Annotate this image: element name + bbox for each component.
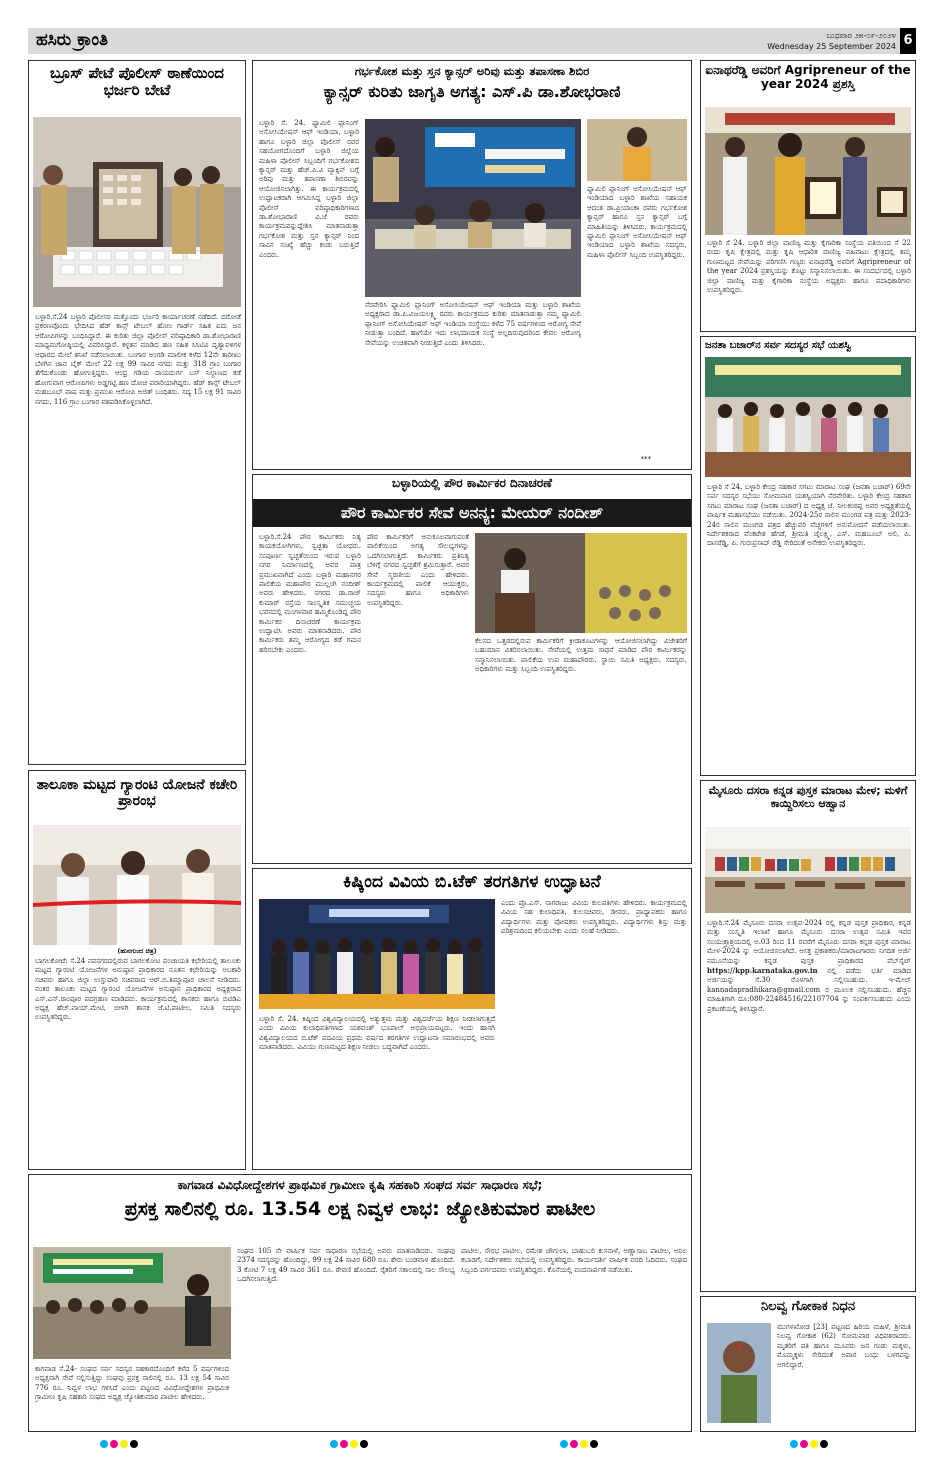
dasara-body-text: ಬಳ್ಳಾರಿ.ಸೆ.24 ಮೈಸೂರು ದಸರಾ ಉತ್ಸವ-2024 ರಲ್ಲಿ ಕನ್ನಡ ಪುಸ್ತಕ ಪ್ರಾಧಿಕಾರ, ಕನ್ನಡ ಮತ್ತು ಸಂಸ್ಕೃತಿ ಇಲಾಖೆ ಹಾಗೂ ಮೈಸೂರು ದಸರಾ ಉತ್ಸವ ಸಮಿತಿ ಇವರ ಸಂಯುಕ್ತಾಶ್ರಯದಲ್ಲಿ ಅ.03 ರಿಂದ 11 ರವರೆಗೆ ಮೈಸೂರು ದಸರಾ ಕನ್ನಡ ಪುಸ್ತಕ ಮಾರಾಟ ಮೇಳ-2024 ನ್ನು ಆಯೋಜಿಸಲಾಗಿದೆ. ಆಸಕ್ತ ಪ್ರಕಾಶಕರು/ಮಾರಾಟಗಾರರು ನಿಗದಿತ ಅರ್ಜಿ ನಮೂನೆಯನ್ನು ಕನ್ನಡ ಪುಸ್ತಕ ಪ್ರಾಧಿಕಾರದ ವೆಬ್‌ಸೈಟ್ — [707, 919, 911, 965]
obituary-body: ಮುಗಳಖೋಡ [23] ಪಟ್ಟಣದ ಹಿರಿಯ ಮಹಿಳೆ, ಶ್ರೀಮತಿ ನಿಲವ್ವ ಗೋಕಾಕ (62) ಸೋಮವಾರ ವಿಧಿವಶರಾದರು. ಮೃತರಿಗೆ ಪತಿ ಹಾಗೂ ಮೂವರು ಜನ ಗಂಡು ಮಕ್ಕಳು, ಮೊಮ್ಮಕ್ಕಳು ಸೇರಿದಂತೆ ಅಪಾರ ಬಂಧು ಬಳಗವನ್ನು ಅಗಲಿದ್ದಾರೆ. — [777, 1323, 911, 1369]
kishkinda-photo — [259, 899, 495, 1009]
university-event-illustration — [259, 899, 495, 1009]
guarantee-caption: (ಹುನಗುಂದ ಚಿತ್ರ) — [117, 947, 157, 955]
police-headline: ಬ್ರೂಸ್ ಪೇಟೆ ಪೊಲೀಸ್ ಠಾಣೆಯಿಂದ ಭರ್ಜರಿ ಬೇಟೆ — [50, 64, 224, 100]
kagawad-photo — [33, 1247, 231, 1359]
reg-dot-cyan — [100, 1440, 108, 1448]
meeting-stage-illustration — [705, 357, 911, 477]
pourakarmika-body-col1: ಬಳ್ಳಾರಿ.ಸೆ.24 ಪೌರ ಕಾರ್ಮಿಕರು ನಿತ್ಯ ಕಾಯಕಯೋಗಿಗಳು, ಸ್ವಚ್ಛತಾ ಯೋಧರು. ಸಂಪೂರ್ಣ ಸ್ವಚ್ಛತೆಯಿಂದ ಇರುವ ಬಳ್ಳಾರಿ ನಗರ ನಿರ್ಮಾಣದಲ್ಲಿ ಅವರ ಪಾತ್ರ ಪ್ರಮುಖವಾಗಿದೆ ಎಂದು ಬಳ್ಳಾರಿ ಮಹಾನಗರ ಪಾಲಿಕೆಯ ಮಹಾಪೌರ ಮುಲ್ಲಂಗಿ ನಂದೀಶ್ ಅವರು ಹೇಳಿದರು. ನಗರದ ಡಾ.ರಾಜ್ ಕುಮಾರ್ ರಸ್ತೆಯ ಸಾಂಸ್ಕೃತಿಕ ಸಮುಚ್ಚಯ ಭವನದಲ್ಲಿ ಮಂಗಳವಾರ ಹಮ್ಮಿಕೊಂಡಿದ್ದ ಪೌರ ಕಾರ್ಮಿಕರ ದಿನಾಚರಣೆ ಕಾರ್ಯಕ್ರಮ ಉದ್ಘಾಟಿಸಿ ಅವರು ಮಾತನಾಡಿದರು. ಪೌರ ಕಾರ್ಮಿಕರು ತಮ್ಮ ಆರೋಗ್ಯದ ಕಡೆ ಗಮನ ಹರಿಸಬೇಕು ಎಂದರು. — [259, 533, 361, 654]
pourakarmika-body-col3: ಕೆಲಸದ ಒತ್ತಡದಲ್ಲಿರುವ ಕಾರ್ಮಿಕರಿಗೆ ಕ್ರೀಡಾಕೂಟಗಳನ್ನು ಆಯೋಜಿಸಲಾಗಿದ್ದು ವಿಜೇತರಿಗೆ ಬಹುಮಾನ ವಿತರಿಸಲಾಯಿತು. ಸೇವೆಯಲ್ಲಿ ಉತ್ತಮ ಸಾಧನೆ ಮಾಡಿದ ಪೌರ ಕಾರ್ಮಿಕರನ್ನು ಸನ್ಮಾನಿಸಲಾಯಿತು. ಪಾಲಿಕೆಯ ಉಪ ಮಹಾಪೌರರು, ಸ್ಥಾಯಿ ಸಮಿತಿ ಅಧ್ಯಕ್ಷರು, ಸದಸ್ಯರು, ಅಧಿಕಾರಿಗಳು ಮತ್ತು ಸಿಬ್ಬಂದಿ ಉಪಸ್ಥಿತರಿದ್ದರು. — [475, 637, 687, 674]
article-kishkinda — [252, 868, 692, 1170]
reg-dot-black — [360, 1440, 368, 1448]
article-janata — [700, 336, 916, 776]
dasara-headline: ಮೈಸೂರು ದಸರಾ ಕನ್ನಡ ಪುಸ್ತಕ ಮಾರಾಟ ಮೇಳ; ಮಳಿಗೆ ಕಾಯ್ದಿರಿಸಲು ಆಹ್ವಾನ — [708, 784, 908, 810]
kagawad-body-col1: ಕಾಗವಾಡ ಸೆ.24- ಸಂಘದ ಸರ್ವ ಸದಸ್ಯರ ಸಹಕಾರದೊಂದಿಗೆ ಕಳೆದ 5 ವರ್ಷಗಳಿಂದ ಅಧ್ಯಕ್ಷನಾಗಿ ಸೇವೆ ಸಲ್ಲಿಸುತ್ತಿದ್ದು ಸಂಘವು ಪ್ರಸಕ್ತ ಸಾಲಿನಲ್ಲಿ ರೂ. 13 ಲಕ್ಷ 54 ಸಾವಿರ 776 ರೂ. ನಿವ್ವಳ ಲಾಭ ಗಳಿಸಿದೆ ಎಂದು ಪಟ್ಟಣದ ವಿವಿಧೋದ್ದೇಶಗಳ ಪ್ರಾಥಮಿಕ ಗ್ರಾಮೀಣ ಕೃಷಿ ಸಹಕಾರಿ ಸಂಘದ ಅಧ್ಯಕ್ಷ ಜ್ಯೋತಿಕುಮಾರ ಪಾಟೀಲ ಹೇಳಿದರು. — [35, 1365, 229, 1402]
cancer-body-col2: ನೆರವೇರಿಸಿ ಫ್ಯಾಮಿಲಿ ಪ್ಲಾನಿಂಗ್ ಅಸೋಸಿಯೇಷನ್ ಆಫ್ ಇಂಡಿಯಾ ಮತ್ತು ಬಳ್ಳಾರಿ ಶಾಖೆಯ ಅಧ್ಯಕ್ಷರಾದ ಡಾ.ಪಿ.ವಿಜಯಲಕ್ಷ್ಮಿ ರವರು ಕಾರ್ಯಕ್ರಮದ ಕುರಿತು ಮಾತನಾಡುತ್ತಾ ನಮ್ಮ ಫ್ಯಾಮಿಲಿ ಪ್ಲಾನಿಂಗ್ ಅಸೋಸಿಯೇಷನ್ ಆಫ್ ಇಂಡಿಯಾ ಸಂಸ್ಥೆಯು ಕಳೆದ 75 ವರ್ಷಗಳಿಂದ ಆರೋಗ್ಯ ಸೇವೆ ನೀಡುತ್ತಾ ಬಂದಿದೆ. ಹಾಗೆಯೇ ಇದು ಲಾಭದಾಯಕ ಸಂಸ್ಥೆ ಅಲ್ಲದಿರುವುದರಿಂದ ಕೇವಲ ಆರೋಗ್ಯ ಸೇವೆಯನ್ನು ಉಚಿತವಾಗಿ ನೀಡುತ್ತಿದೆ ಎಂದು ತಿಳಿಸಿದರು. — [365, 301, 581, 347]
reg-dot-yellow — [580, 1440, 588, 1448]
pourakarmika-photo — [475, 533, 687, 633]
janata-photo — [705, 357, 911, 477]
reg-dot-black — [590, 1440, 598, 1448]
reg-dot-yellow — [120, 1440, 128, 1448]
cancer-photo — [365, 119, 581, 297]
issue-date-english: Wednesday 25 September 2024 — [767, 42, 896, 51]
kagawad-body-col2: ಸಂಘದ 105 ನೇ ವಾರ್ಷಿಕ ಸರ್ವ ಸಾಧಾರಣ ಸಭೆಯಲ್ಲಿ ಅವರು ಮಾತನಾಡಿದರು. ಸಂಘವು 2374 ಸದಸ್ಯರನ್ನು ಹೊಂದಿದ್ದು, 99 ಲಕ್ಷ 24 ಸಾವಿರ 680 ರೂ. ಶೇರು ಬಂಡವಾಳ ಹೊಂದಿದೆ. 3 ಕೋಟಿ 7 ಲಕ್ಷ 49 ಸಾವಿರ 361 ರೂ. ಠೇವಣಿ ಹೊಂದಿದೆ. ರೈತರಿಗೆ ಸಕಾಲದಲ್ಲಿ ಸಾಲ ಸೌಲಭ್ಯ ಒದಗಿಸಲಾಗುತ್ತಿದೆ. — [237, 1247, 455, 1284]
cancer-body-col1: ಬಳ್ಳಾರಿ ಸೆ. 24. ಫ್ಯಾಮಿಲಿ ಪ್ಲಾನಿಂಗ್ ಅಸೋಸಿಯೇಷನ್ ಆಫ್ ಇಂಡಿಯಾ, ಬಳ್ಳಾರಿ ಹಾಗೂ ಬಳ್ಳಾರಿ ಜಿಲ್ಲಾ ಪೊಲೀಸ್ ರವರ ಸಹಯೋಗದೊಂದಿಗೆ ಬಳ್ಳಾರಿ ಜಿಲ್ಲೆಯ ಮಹಿಳಾ ಪೊಲೀಸ್ ಸಿಬ್ಬಂದಿಗೆ ಗರ್ಭಕೋಶದ ಕ್ಯಾನ್ಸರ್ ಮತ್ತು ಹೆಚ್.ಪಿ.ವಿ ವ್ಯಾಕ್ಸಿನ್ ಬಗ್ಗೆ ಅರಿವು ಮತ್ತು ತಪಾಸಣಾ ಶಿಬಿರವನ್ನು ಆಯೋಜಿಸಲಾಗಿತ್ತು. ಈ ಕಾರ್ಯಕ್ರಮದಲ್ಲಿ ಉದ್ಘಾಟಕರಾಗಿ ಆಗಮಿಸಿದ್ದ ಬಳ್ಳಾರಿ ಜಿಲ್ಲಾ ಪೊಲೀಸ್ ವರಿಷ್ಠಾಧಿಕಾರಿಗಳಾದ ಡಾ.ಶೋಭಾರಾಣಿ ವಿ.ಜೆ ರವರು ಕಾರ್ಯಕ್ರಮವನ್ನುದ್ದೇಶಿಸಿ ಮಾತನಾಡುತ್ತಾ ಗರ್ಭಕೋಶ ಮತ್ತು ಸ್ತನ ಕ್ಯಾನ್ಸರ್ ನಿಂದ ಸಾವಿನ ಸಂಖ್ಯೆ ಹೆಚ್ಚು ಕಂಡು ಬರುತ್ತಿದೆ ಎಂದರು. — [259, 119, 359, 259]
pourakarmika-kicker: ಬಳ್ಳಾರಿಯಲ್ಲಿ ಪೌರ ಕಾರ್ಮಿಕರ ದಿನಾಚರಣೆ — [392, 476, 552, 490]
cancer-photo-2 — [587, 119, 687, 181]
pourakarmika-body-col2: ಪೌರ ಕಾರ್ಮಿಕರಿಗೆ ಅನುಕೂಲವಾಗುವಂತೆ ಪಾಲಿಕೆಯಿಂದ ಅಗತ್ಯ ಸೌಲಭ್ಯಗಳನ್ನು ಒದಗಿಸಲಾಗುತ್ತಿದೆ. ಕಾರ್ಮಿಕರು ಪ್ರತಿನಿತ್ಯ ಬೆಳಿಗ್ಗೆ ನಗರದ ಸ್ವಚ್ಛತೆಗೆ ಶ್ರಮಿಸುತ್ತಾರೆ. ಅವರ ಸೇವೆ ಸ್ಮರಣೀಯ ಎಂದು ಹೇಳಿದರು. ಕಾರ್ಯಕ್ರಮದಲ್ಲಿ ಪಾಲಿಕೆ ಆಯುಕ್ತರು, ಸದಸ್ಯರು ಹಾಗೂ ಅಧಿಕಾರಿಗಳು ಉಪಸ್ಥಿತರಿದ್ದರು. — [367, 533, 469, 607]
award-ceremony-illustration — [705, 107, 911, 235]
kishkinda-headline: ಕಿಷ್ಕಿಂದ ವಿವಿಯ ಬಿ.ಟೆಕ್ ತರಗತಿಗಳ ಉದ್ಘಾಟನೆ — [343, 872, 601, 892]
article-dasara — [700, 780, 916, 1292]
dasara-website-link[interactable]: https://kpp.karnataka.gov.in — [707, 966, 818, 976]
reg-dot-magenta — [800, 1440, 808, 1448]
agripreneur-photo — [705, 107, 911, 235]
reg-dot-cyan — [330, 1440, 338, 1448]
obituary-headline: ನಿಲವ್ವ ಗೋಕಾಕ ನಿಧನ — [760, 1299, 856, 1314]
ribbon-cutting-illustration — [33, 825, 241, 945]
police-body: ಬಳ್ಳಾರಿ.ಸೆ.24 ಬಳ್ಳಾರಿ ಪೊಲೀಸರ ಮತ್ತೊಂದು ಭರ್ಜರಿ ಕಾರ್ಯಾಚರಣೆ ನಡೆದಿದೆ. ದರೋಡೆ ಪ್ರಕರಣವೊಂದು ಭೇದಿಸಿದ ಹೆಡ್ ಕಾನ್ಸ್ ಟೇಬಲ್ ಹೋಂ ಗಾರ್ಡ್ ಸಹಿತ ಐದು ಜನ ಆರೋಪಿಗಳನ್ನು ಬಂಧಿಸಿದ್ದಾರೆ. ಈ ಕುರಿತು ಜಿಲ್ಲಾ ಪೊಲೀಸ್ ವರಿಷ್ಠಾಧಿಕಾರಿ ಡಾ.ಶೋಭಾರಾಣಿ ಮಾಧ್ಯಮಗೋಷ್ಠಿಯಲ್ಲಿ ವಿವರಿಸಿದ್ದಾರೆ. ಕಳ್ಳತನ ಮಾಡಿದ ಹಣ ಸಹಿತ ಸಿಸಿಟಿವಿ ದೃಶ್ಯಾವಳಿಗಳ ಆಧಾರದ ಮೇಲೆ ತನಿಖೆ ನಡೆಸಲಾಯಿತು. ಬಂಗಾರ ಅಂಗಡಿ ಮಾಲೀಕ ಕಳೆದ 12ನೇ ತಾರೀಖು ಬೆಳಗಿನ ಜಾವ ಬೈಕ್ ಮೇಲೆ 22 ಲಕ್ಷ 99 ಸಾವಿರ ನಗದು ಮತ್ತು 318 ಗ್ರಾಂ ಬಂಗಾರ ತೆಗೆದುಕೊಂಡು ಹೋಗುತ್ತಿದ್ದರು. ಆಂಧ್ರ ಗಡಿಯ ರಾಯದುರ್ಗ ಬಸ್ ನಿಲ್ದಾಣದ ಕಡೆ ಹೋಗುವಾಗ ಆರೋಪಿಗಳು ಅಡ್ಡಗಟ್ಟಿ ಹಣ ದೋಚಿ ಪರಾರಿಯಾಗಿದ್ದರು. ಹೆಡ್ ಕಾನ್ಸ್ ಟೇಬಲ್ ಮಹಬೂಬ್ ಪಾಷ ಮತ್ತು ಪ್ರಮುಖ ಆರೋಪಿ ಅಜಿತ್ ಬಂಧಿತರು. ಸದ್ಯ 15 ಲಕ್ಷ 91 ಸಾವಿರ ನಗದು, 116 ಗ್ರಾಂ ಬಂಗಾರ ವಶಪಡಿಸಿಕೊಳ್ಳಲಾಗಿದೆ. — [35, 313, 241, 406]
guarantee-photo — [33, 825, 241, 945]
agripreneur-headline: ಐನಾಥರೆಡ್ಡಿ ಅವರಿಗೆ Agripreneur of the year 2024 ಪ್ರಶಸ್ತಿ — [705, 63, 911, 91]
reg-dot-yellow — [350, 1440, 358, 1448]
kagawad-kicker: ಕಾಗವಾಡ ವಿವಿಧೋದ್ದೇಶಗಳ ಪ್ರಾಥಮಿಕ ಗ್ರಾಮೀಣ ಕೃಷಿ ಸಹಕಾರಿ ಸಂಘದ ಸರ್ವ ಸಾಧಾರಣ ಸಭೆ; — [177, 1178, 543, 1192]
issue-date — [767, 30, 896, 52]
newspaper-title: ಹಸಿರು ಕ್ರಾಂತಿ — [36, 30, 109, 50]
guarantee-headline: ತಾಲೂಕಾ ಮಟ್ಟದ ಗ್ಯಾರಂಟಿ ಯೋಜನೆ ಕಚೇರಿ ಪ್ರಾರಂಭ — [36, 777, 238, 810]
reg-dot-yellow — [810, 1440, 818, 1448]
portrait-illustration — [707, 1323, 771, 1423]
kishkinda-body-col2: ಎಂದು ಪ್ರೊ.ಎಸ್. ನಾಗರಾಜು ವಿವಿಯ ಕುಲಪತಿಗಳು ಹೇಳಿದರು. ಕಾರ್ಯಕ್ರಮದಲ್ಲಿ ವಿವಿಯ ಸಹ ಕುಲಾಧಿಪತಿ, ಕುಲಸಚಿವರು, ಡೀನರು, ಪ್ರಾಧ್ಯಾಪಕರು ಹಾಗೂ ವಿದ್ಯಾರ್ಥಿಗಳು ಮತ್ತು ಪೋಷಕರು ಉಪಸ್ಥಿತರಿದ್ದರು. ವಿದ್ಯಾರ್ಥಿಗಳು ಶಿಸ್ತು ಮತ್ತು ಪರಿಶ್ರಮದಿಂದ ಕಲಿಯಬೇಕು ಎಂದು ಸಲಹೆ ನೀಡಿದರು. — [501, 899, 687, 936]
kishkinda-body-col1: ಬಳ್ಳಾರಿ ಸೆ. 24. ಕಿಷ್ಕಿಂದ ವಿಶ್ವವಿದ್ಯಾಲಯದಲ್ಲಿ ಅತ್ಯುತ್ತಮ ಮತ್ತು ವಿಶ್ವದರ್ಜೆಯ ಶಿಕ್ಷಣ ನೀಡಲಾಗುತ್ತದೆ ಎಂದು ವಿವಿಯ ಕುಲಾಧಿಪತಿಗಳಾದ ಯಶವಂತ್ ಭೂಪಾಲ್ ಅಭಿಪ್ರಾಯಪಟ್ಟರು. ಇಂದು ಹಾಸಗಿ ವಿಶ್ವವಿದ್ಯಾಲಯದ ಬಿ.ಟೆಕ್ ಪದವಿಯ ಪ್ರಥಮ ವರ್ಷದ ತರಗತಿಗಳ ಉದ್ಘಾಟನಾ ಸಮಾರಂಭದಲ್ಲಿ ಅವರು ಮಾತನಾಡಿದರು. ವಿವಿಯು ಗುಣಮಟ್ಟದ ಶಿಕ್ಷಣ ನೀಡಲು ಬದ್ಧವಾಗಿದೆ ಎಂದರು. — [259, 1015, 495, 1052]
reg-dot-black — [820, 1440, 828, 1448]
janata-body: ಬಳ್ಳಾರಿ ಸೆ 24. ಬಳ್ಳಾರಿ ಕೇಂದ್ರ ಸಹಕಾರ ಸಗಟು ಮಾರಾಟ ಸಂಘ (ಜನತಾ ಬಜಾರ್) 69ನೇ ಸರ್ವ ಸದಸ್ಯರ ಸಭೆಯು ಸೋಮವಾರ ಯಶಸ್ವಿಯಾಗಿ ನೆರವೇರಿತು. ಬಳ್ಳಾರಿ ಕೇಂದ್ರ ಸಹಕಾರ ಸಗಟು ಮಾರಾಟ ಸಂಘ (ಜನತಾ ಬಜಾರ್) ದ ಅಧ್ಯಕ್ಷ ಜೆ. ನೀಲಕಂಠಪ್ಪ ಅವರ ಅಧ್ಯಕ್ಷತೆಯಲ್ಲಿ ವಾರ್ಷಿಕ ಮಹಾಸಭೆಯು ನಡೆಯಿತು. 2024-25ರ ಸಾಲಿನ ಮುಂಗಡ ಪತ್ರ ಮತ್ತು 2023-24ರ ಸಾಲಿನ ಮುಂಗಡ ಪತ್ರದ ಹೆಚ್ಚುವರಿ ವೆಚ್ಚಗಳಿಗೆ ಅನುಮೋದನೆ ಪಡೆಯಲಾಯಿತು. ನಿರ್ದೇಶಕರಾದ ವೆಂಕಟೇಶ ಹೆಗಡೆ, ಶ್ರೀಮತಿ ಜೈಲಕ್ಷ್ಮಿ, ಎಸ್. ಮಹಬೂಬ್ ಅಲಿ, ಪಿ. ದಾಸರೆಡ್ಡಿ, ಪಿ. ಗುರುಪ್ರಸಾದ್ ರೆಡ್ಡಿ ಸೇರಿದಂತೆ ಅನೇಕರು ಉಪಸ್ಥಿತರಿದ್ದರು. — [707, 483, 911, 548]
issue-date-kannada: ಬುಧವಾರ ೨೫-೦೯-೨೦೨೪ — [826, 31, 896, 40]
article-obituary — [700, 1296, 916, 1432]
dasara-body-tail: ನಲ್ಲಿ ಪಡೆದು ಭರ್ತಿ ಮಾಡಿದ ಅರ್ಜಿಯನ್ನು ಸೆ.30 ರೊಳಗಾಗಿ ಸಲ್ಲಿಸಬಹುದು. ಇ-ಮೇಲ್ kannadapradhikara@gmail.com ರ ಮೂಲಕ ಸಲ್ಲಿಸಬಹುದು. ಹೆಚ್ಚಿನ ಮಾಹಿತಿಗಾಗಿ ದೂ:080-22484516/22107704 ನ್ನು ಸಂಪರ್ಕಿಸಬಹುದು ಎಂದು ಪ್ರಕಟಣೆಯಲ್ಲಿ ತಿಳಿಸಿದ್ದಾರೆ. — [707, 967, 911, 1013]
article-police — [28, 60, 246, 765]
article-guarantee — [28, 770, 246, 1170]
obituary-photo — [707, 1323, 771, 1423]
kagawad-meeting-illustration — [33, 1247, 231, 1359]
janata-headline: ಜನತಾ ಬಜಾರ್‌ನ ಸರ್ವ ಸದಸ್ಯರ ಸಭೆ ಯಶಸ್ವಿ — [705, 340, 852, 351]
dasara-body — [707, 919, 911, 1287]
article-agripreneur — [700, 60, 916, 332]
reg-dot-black — [130, 1440, 138, 1448]
cancer-event-illustration — [365, 119, 581, 297]
article-kagawad — [28, 1174, 692, 1432]
masthead — [28, 28, 916, 54]
cancer-kicker: ಗರ್ಭಕೋಶ ಮತ್ತು ಸ್ತನ ಕ್ಯಾನ್ಸರ್ ಅರಿವು ಮತ್ತು ತಪಾಸಣಾ ಶಿಬಿರ — [354, 64, 590, 78]
page-number: 6 — [900, 28, 916, 54]
registration-marks — [0, 1440, 945, 1450]
pourakarmika-headline: ಪೌರ ಕಾರ್ಮಿಕರ ಸೇವೆ ಅನನ್ಯ: ಮೇಯರ್ ನಂದೀಶ್ — [253, 499, 691, 527]
reg-dot-magenta — [340, 1440, 348, 1448]
book-fair-illustration — [705, 827, 911, 913]
kagawad-headline: ಪ್ರಸಕ್ತ ಸಾಲಿನಲ್ಲಿ ರೂ. 13.54 ಲಕ್ಷ ನಿವ್ವಳ ಲಾಭ: ಜ್ಯೋತಿಕುಮಾರ ಪಾಟೀಲ — [124, 1198, 596, 1220]
cancer-body-col3: ಫ್ಯಾಮಿಲಿ ಪ್ಲಾನಿಂಗ್ ಅಸೋಸಿಯೇಷನ್ ಆಫ್ ಇಂಡಿಯಾದ ಬಳ್ಳಾರಿ ಶಾಖೆಯ ಸಹಾಯಕ ಆದಂತ ಡಾ.ಪ್ರಿಯಾಂಕಾ ರವರು ಗರ್ಭಕೋಶ ಕ್ಯಾನ್ಸರ್ ಹಾಗೂ ಸ್ತನ ಕ್ಯಾನ್ಸರ್ ಬಗ್ಗೆ ಮಾಹಿತಿಯನ್ನು ತಿಳಿಸಿದರು. ಕಾರ್ಯಕ್ರಮದಲ್ಲಿ ಫ್ಯಾಮಿಲಿ ಪ್ಲಾನಿಂಗ್ ಅಸೋಸಿಯೇಷನ್ ಆಫ್ ಇಂಡಿಯಾದ ಬಳ್ಳಾರಿ ಶಾಖೆಯ ಸದಸ್ಯರು, ಮಹಿಳಾ ಪೊಲೀಸ್ ಸಿಬ್ಬಂದಿ ಉಪಸ್ಥಿತರಿದ್ದರು. — [587, 185, 687, 259]
mayor-speech-illustration — [475, 533, 687, 633]
reg-dot-cyan — [560, 1440, 568, 1448]
cancer-speaker-illustration — [587, 119, 687, 181]
dasara-photo — [705, 827, 911, 913]
kagawad-body-col3: ಪಾಟೀಲ, ಸೌರಭ ಪಾಟೀಲ, ರಮೇಶ ಚೌಗುಲಾ, ಬಾಹುಬಲಿ ಕುಸನಾಳೆ, ಅಣ್ಣಾಸಾಬ ಪಾಟೀಲ, ಅನಿಲ ಕಬಾಡಗೆ, ನಿರ್ದೇಶಕರು ಸಭೆಯಲ್ಲಿ ಉಪಸ್ಥಿತರಿದ್ದರು. ಕಾರ್ಯದರ್ಶಿ ವಾರ್ಷಿಕ ವರದಿ ಓದಿದರು. ಸಂಘದ ಸಿಬ್ಬಂದಿ ವರ್ಗದವರು ಉಪಸ್ಥಿತರಿದ್ದರು. ಕೊನೆಯಲ್ಲಿ ವಂದನಾರ್ಪಣೆ ನಡೆಯಿತು. — [461, 1247, 687, 1274]
reg-dot-magenta — [570, 1440, 578, 1448]
agripreneur-body: ಬಳ್ಳಾರಿ ಸೆ 24. ಬಳ್ಳಾರಿ ಜಿಲ್ಲಾ ವಾಣಿಜ್ಯ ಮತ್ತು ಕೈಗಾರಿಕಾ ಸಂಸ್ಥೆಯ ವತಿಯಿಂದ ಸೆ 22 ರಂದು ಕೃಷಿ ಕ್ಷೇತ್ರದಲ್ಲಿ ಮತ್ತು ಕೃಷಿ ಆಧಾರಿತ ವಾಣಿಜ್ಯ ವಹಿವಾಟು ಕ್ಷೇತ್ರದಲ್ಲಿ ತಮ್ಮ ಗುಣಮಟ್ಟದ ಸೇವೆಯನ್ನು ಪರಿಗಣಿಸಿ ಗಣ್ಯರು ಐನಾಥರೆಡ್ಡಿ ಅವರಿಗೆ Agripreneur of the year 2024 ಪ್ರಶಸ್ತಿಯನ್ನು ಕೊಟ್ಟು ಸನ್ಮಾನಿಸಲಾಯಿತು. ಈ ಸಂದರ್ಭದಲ್ಲಿ ಬಳ್ಳಾರಿ ಜಿಲ್ಲಾ ವಾಣಿಜ್ಯ ಮತ್ತು ಕೈಗಾರಿಕಾ ಸಂಸ್ಥೆಯ ಅಧ್ಯಕ್ಷರು ಹಾಗೂ ಪದಾಧಿಕಾರಿಗಳು ಉಪಸ್ಥಿತರಿದ್ದರು. — [707, 239, 911, 295]
guarantee-body: ಬಾಗಲಕೋಟೆ: ಸೆ.24 ನವನಗರದಲ್ಲಿರುವ ಬಾಗಲಕೋಟ ಪಂಚಾಯತಿ ಕಛೇರಿಯಲ್ಲಿ ತಾಲೂಕು ಮಟ್ಟದ ಗ್ಯಾರಂಟಿ ಯೋಜನೆಗಳ ಅನುಷ್ಠಾನ ಪ್ರಾಧಿಕಾರದ ನೂತನ ಕಛೇರಿಯನ್ನು ಅಬಕಾರಿ ಸಚಿವರು ಹಾಗೂ ಜಿಲ್ಲಾ ಉಸ್ತುವಾರಿ ಸಚಿವರಾದ ಆರ್.ಬಿ.ತಿಮ್ಮಾಪೂರ ಚಾಲನೆ ನೀಡಿದರು. ನಂತರ ತಾಲೂಕು ಮಟ್ಟದ ಗ್ಯಾರಂಟಿ ಯೋಜನೆಗಳ ಅನುಷ್ಠಾನ ಪ್ರಾಧಿಕಾರದ ಅಧ್ಯಕ್ಷರಾದ ಎಸ್.ಎನ್.ರಾಂಪೂರ ಪದಗ್ರಹಣ ಮಾಡಿದರು. ಕಾರ್ಯಕ್ರಮದಲ್ಲಿ ಶಾಸಕರು ಹಾಗೂ ಬಿಟಿಡಿಎ ಅಧ್ಯಕ್ಷ ಹೆಚ್.ವಾಯ್.ಮೇಟಿ, ಬೀಳಗಿ ಶಾಸಕ ಜೆ.ಟಿ.ಪಾಟೀಲ, ಸಮಿತಿ ಸದಸ್ಯರು ಉಪಸ್ಥಿತರಿದ್ದರು. — [35, 957, 241, 1022]
article-cancer — [252, 60, 692, 470]
cancer-end-mark: *** — [640, 455, 651, 463]
reg-dot-cyan — [790, 1440, 798, 1448]
police-photo-illustration — [33, 117, 241, 307]
cancer-headline: ಕ್ಯಾನ್ಸರ್ ಕುರಿತು ಜಾಗೃತಿ ಅಗತ್ಯ: ಎಸ್.ಪಿ ಡಾ.ಶೋಭರಾಣಿ — [323, 82, 621, 101]
article-pourakarmika — [252, 474, 692, 864]
police-photo — [33, 117, 241, 307]
reg-dot-magenta — [110, 1440, 118, 1448]
